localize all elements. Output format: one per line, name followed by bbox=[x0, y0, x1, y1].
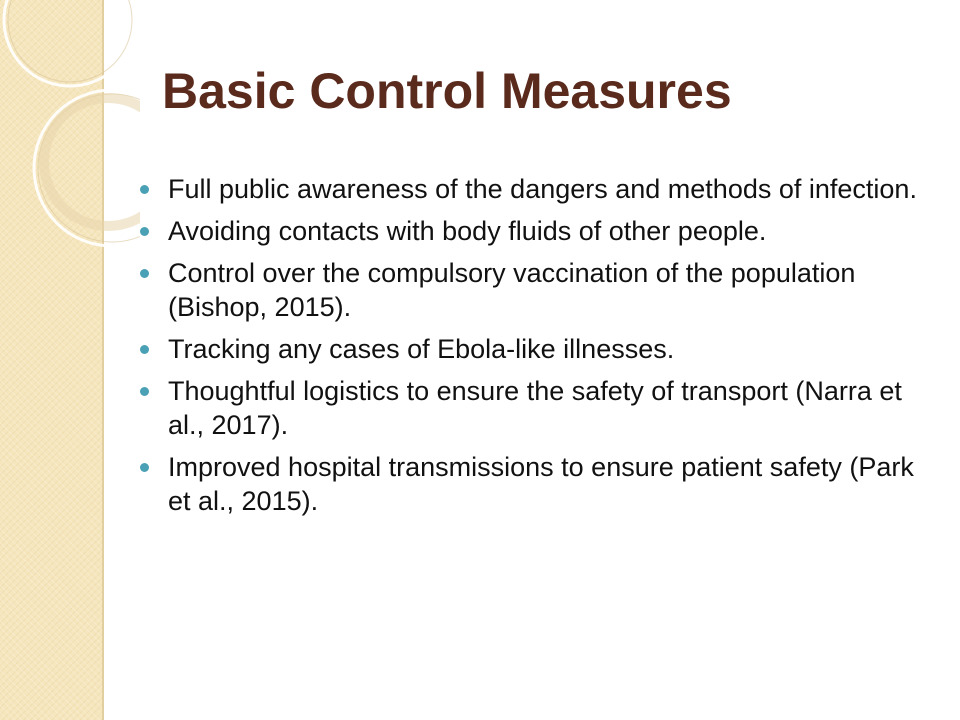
bullet-item bbox=[136, 256, 926, 324]
bullet-dot-icon bbox=[140, 185, 149, 194]
bullet-list bbox=[136, 172, 926, 526]
bullet-text: Thoughtful logistics to ensure the safety of transport (Narra et al., 2017). bbox=[168, 376, 902, 440]
bullet-item bbox=[136, 450, 926, 518]
bullet-item bbox=[136, 332, 926, 366]
bullet-dot-icon bbox=[140, 345, 149, 354]
bullet-dot-icon bbox=[140, 269, 149, 278]
decorative-circles bbox=[0, 0, 140, 260]
bullet-dot-icon bbox=[140, 463, 149, 472]
slide-title: Basic Control Measures bbox=[162, 63, 732, 119]
bullet-item bbox=[136, 374, 926, 442]
bullet-text: Avoiding contacts with body fluids of other people. bbox=[168, 216, 767, 246]
bullet-dot-icon bbox=[140, 387, 149, 396]
bullet-text: Improved hospital transmissions to ensure patient safety (Park et al., 2015). bbox=[168, 452, 914, 516]
bullet-text: Full public awareness of the dangers and methods of infection. bbox=[168, 174, 917, 204]
bullet-text: Tracking any cases of Ebola-like illnesses. bbox=[168, 334, 675, 364]
bullet-dot-icon bbox=[140, 227, 149, 236]
bullet-text: Control over the compulsory vaccination of the population (Bishop, 2015). bbox=[168, 258, 856, 322]
bullet-item bbox=[136, 214, 926, 248]
bullet-item bbox=[136, 172, 926, 206]
